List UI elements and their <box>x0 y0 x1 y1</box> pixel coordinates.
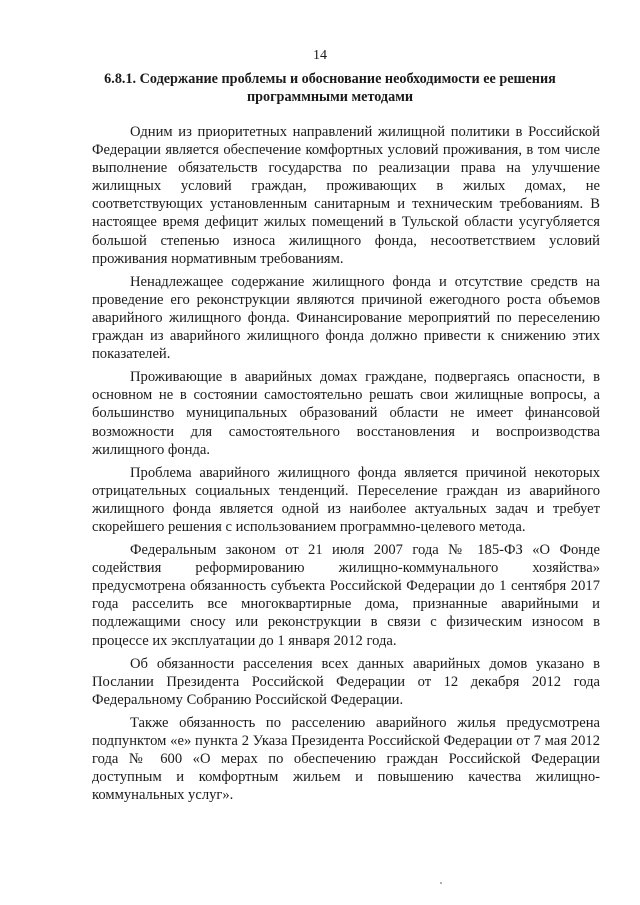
section-heading: 6.8.1. Содержание проблемы и обоснование необходимости ее решения программными методами <box>104 71 556 105</box>
paragraph: Проблема аварийного жилищного фонда является причиной некоторых отрицательных социальных тенденций. Переселение граждан из аварийного жилищного фонда является одной из наиболее актуальных задач и требует скорейшего решения с использованием программно-целевого метода. <box>92 464 600 535</box>
paragraph: Об обязанности расселения всех данных аварийных домов указано в Послании Президента Российской Федерации от 12 декабря 2012 года Федеральному Собранию Российской Федерации. <box>92 655 600 708</box>
paragraph: Одним из приоритетных направлений жилищной политики в Российской Федерации является обеспечение комфортных условий проживания, в том числе выполнение обязательств государства по реализации права на улучшение жилищных условий граждан, проживающих в жилых домах, не соответствующих установленным санитарным и техническим требованиям. В настоящее время дефицит жилых помещений в Тульской области усугубляется большой степенью износа жилищного фонда, несоответствием условий проживания нормативным требованиям. <box>92 124 600 267</box>
document-body <box>92 123 600 809</box>
page-number: 14 <box>313 48 327 63</box>
paragraph: Ненадлежащее содержание жилищного фонда и отсутствие средств на проведение его реконструкции являются причиной ежегодного роста объемов аварийного жилищного фонда. Финансирование мероприятий по переселению граждан из аварийного жилищного фонда должно привести к снижению этих показателей. <box>92 273 600 363</box>
scan-speck <box>440 882 442 884</box>
paragraph: Федеральным законом от 21 июля 2007 года № 185-ФЗ «О Фонде содействия реформированию жилищно-коммунального хозяйства» предусмотрена обязанность субъекта Российской Федерации до 1 сентября 2017 года расселить все многоквартирные дома, признанные аварийными и подлежащими сносу или реконструкции в связи с физическим износом в процессе их эксплуатации до 1 января 2012 года. <box>92 542 600 649</box>
paragraph: Проживающие в аварийных домах граждане, подвергаясь опасности, в основном не в состоянии самостоятельно решать свои жилищные вопросы, а большинство муниципальных образований области не имеет финансовой возможности для самостоятельного восстановления и воспроизводства жилищного фонда. <box>92 369 600 458</box>
paragraph: Также обязанность по расселению аварийного жилья предусмотрена подпунктом «е» пункта 2 Указа Президента Российской Федерации от 7 мая 2012 года № 600 «О мерах по обеспечению граждан Российской Федерации доступным и комфортным жильем и повышению качества жилищно-коммунальных услуг». <box>92 714 600 804</box>
